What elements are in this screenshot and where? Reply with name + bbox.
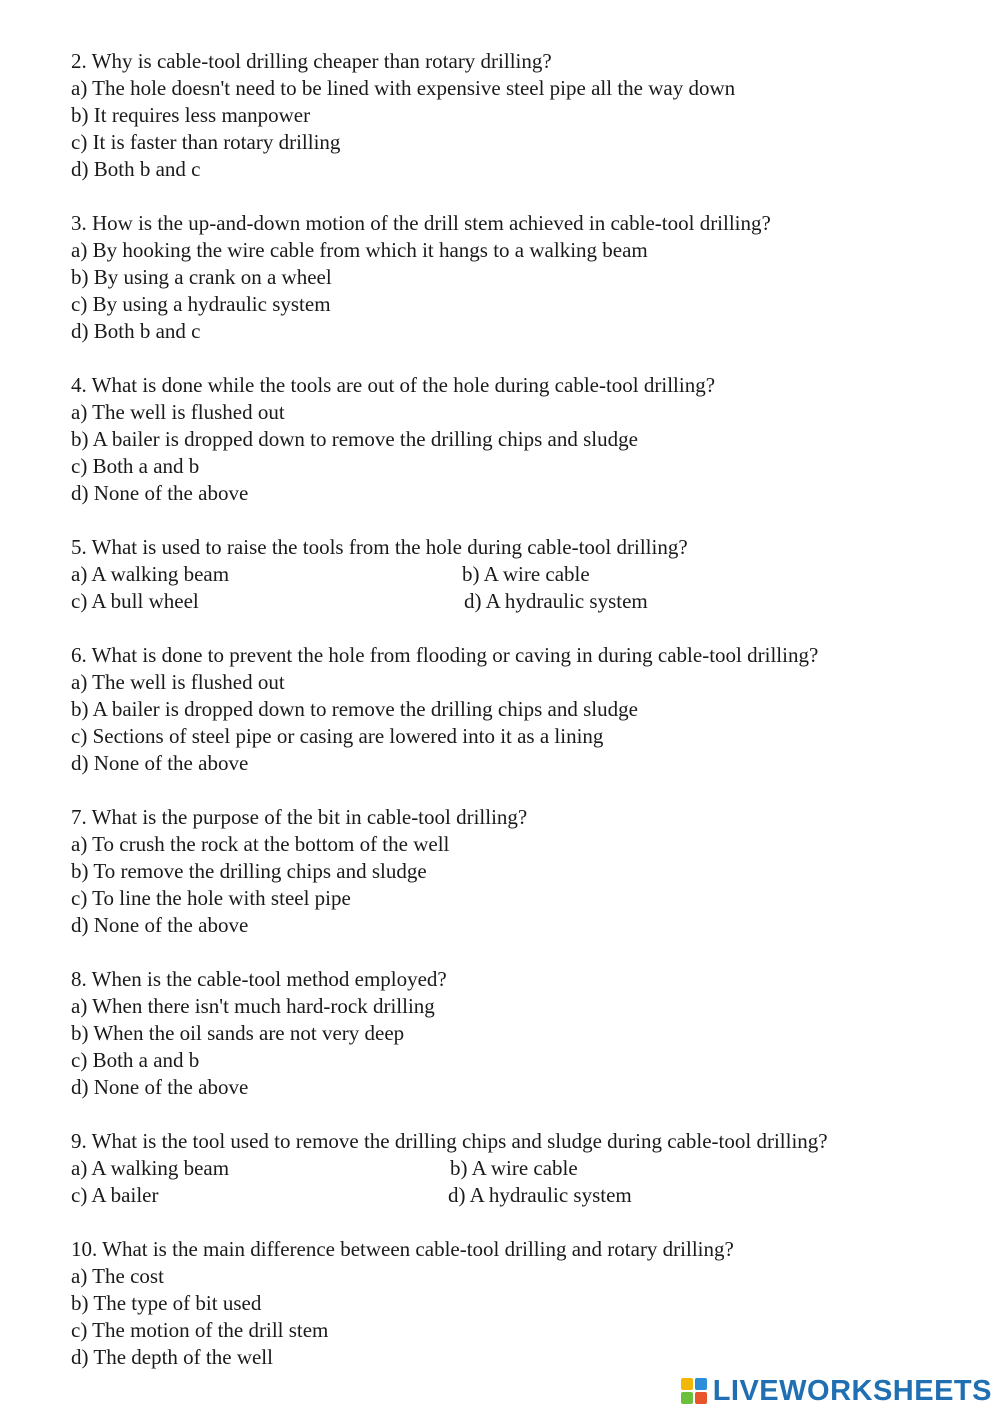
answer-option-d: d) A hydraulic system (464, 589, 648, 613)
liveworksheets-logo[interactable] (681, 1375, 992, 1407)
answer-option-c: c) Sections of steel pipe or casing are lowered into it as a lining (71, 724, 604, 748)
answer-row-2 (71, 1182, 971, 1209)
answer-option-d: d) None of the above (71, 1075, 249, 1099)
answer-option-a: a) The cost (71, 1264, 164, 1288)
answer-option-d: d) Both b and c (71, 319, 201, 343)
liveworksheets-logo-icon (681, 1378, 707, 1404)
answer-option-b: b) A bailer is dropped down to remove the drilling chips and sludge (71, 427, 638, 451)
answer-option-a: a) A walking beam (71, 562, 230, 586)
answer-option-d: d) The depth of the well (71, 1345, 273, 1369)
question-text: 6. What is done to prevent the hole from flooding or caving in during cable-tool drilling? (71, 643, 819, 667)
answer-option-c: c) A bull wheel (71, 589, 199, 613)
answer-option-b: b) A bailer is dropped down to remove the drilling chips and sludge (71, 697, 638, 721)
answer-option-a: a) The hole doesn't need to be lined with expensive steel pipe all the way down (71, 76, 736, 100)
question-text: 4. What is done while the tools are out of the hole during cable-tool drilling? (71, 373, 716, 397)
question-text: 3. How is the up-and-down motion of the drill stem achieved in cable-tool drilling? (71, 211, 771, 235)
answer-option-c: c) To line the hole with steel pipe (71, 886, 351, 910)
answer-row-2 (71, 588, 971, 615)
question-4 (71, 372, 971, 507)
answer-option-c: c) By using a hydraulic system (71, 292, 331, 316)
question-text: 9. What is the tool used to remove the drilling chips and sludge during cable-tool drilling? (71, 1129, 828, 1153)
question-text: 10. What is the main difference between cable-tool drilling and rotary drilling? (71, 1237, 734, 1261)
question-9 (71, 1128, 971, 1209)
answer-option-a: a) The well is flushed out (71, 400, 285, 424)
question-text: 5. What is used to raise the tools from the hole during cable-tool drilling? (71, 535, 688, 559)
answer-option-b: b) When the oil sands are not very deep (71, 1021, 405, 1045)
answer-option-a: a) By hooking the wire cable from which it hangs to a walking beam (71, 238, 648, 262)
answer-option-b: b) By using a crank on a wheel (71, 265, 332, 289)
answer-option-c: c) It is faster than rotary drilling (71, 130, 341, 154)
answer-option-a: a) A walking beam (71, 1156, 230, 1180)
question-8 (71, 966, 971, 1101)
question-10 (71, 1236, 971, 1371)
worksheet-page (71, 48, 971, 1398)
answer-row-1 (71, 1155, 971, 1182)
answer-option-b: b) A wire cable (462, 562, 590, 586)
answer-option-d: d) A hydraulic system (448, 1183, 632, 1207)
answer-option-c: c) Both a and b (71, 454, 200, 478)
answer-option-d: d) Both b and c (71, 157, 201, 181)
question-5 (71, 534, 971, 615)
answer-option-c: c) Both a and b (71, 1048, 200, 1072)
answer-option-b: b) A wire cable (450, 1156, 578, 1180)
answer-option-c: c) The motion of the drill stem (71, 1318, 329, 1342)
answer-option-d: d) None of the above (71, 751, 249, 775)
answer-option-b: b) The type of bit used (71, 1291, 262, 1315)
question-2 (71, 48, 971, 183)
answer-option-a: a) The well is flushed out (71, 670, 285, 694)
question-text: 8. When is the cable-tool method employed? (71, 967, 447, 991)
question-text: 7. What is the purpose of the bit in cable-tool drilling? (71, 805, 528, 829)
question-7 (71, 804, 971, 939)
answer-option-d: d) None of the above (71, 913, 249, 937)
answer-option-b: b) It requires less manpower (71, 103, 311, 127)
answer-option-a: a) To crush the rock at the bottom of the well (71, 832, 450, 856)
answer-option-b: b) To remove the drilling chips and sludge (71, 859, 427, 883)
answer-option-c: c) A bailer (71, 1183, 159, 1207)
answer-option-a: a) When there isn't much hard-rock drilling (71, 994, 435, 1018)
answer-row-1 (71, 561, 971, 588)
question-3 (71, 210, 971, 345)
brand-name: LIVEWORKSHEETS (712, 1374, 992, 1407)
question-6 (71, 642, 971, 777)
answer-option-d: d) None of the above (71, 481, 249, 505)
question-text: 2. Why is cable-tool drilling cheaper than rotary drilling? (71, 49, 552, 73)
